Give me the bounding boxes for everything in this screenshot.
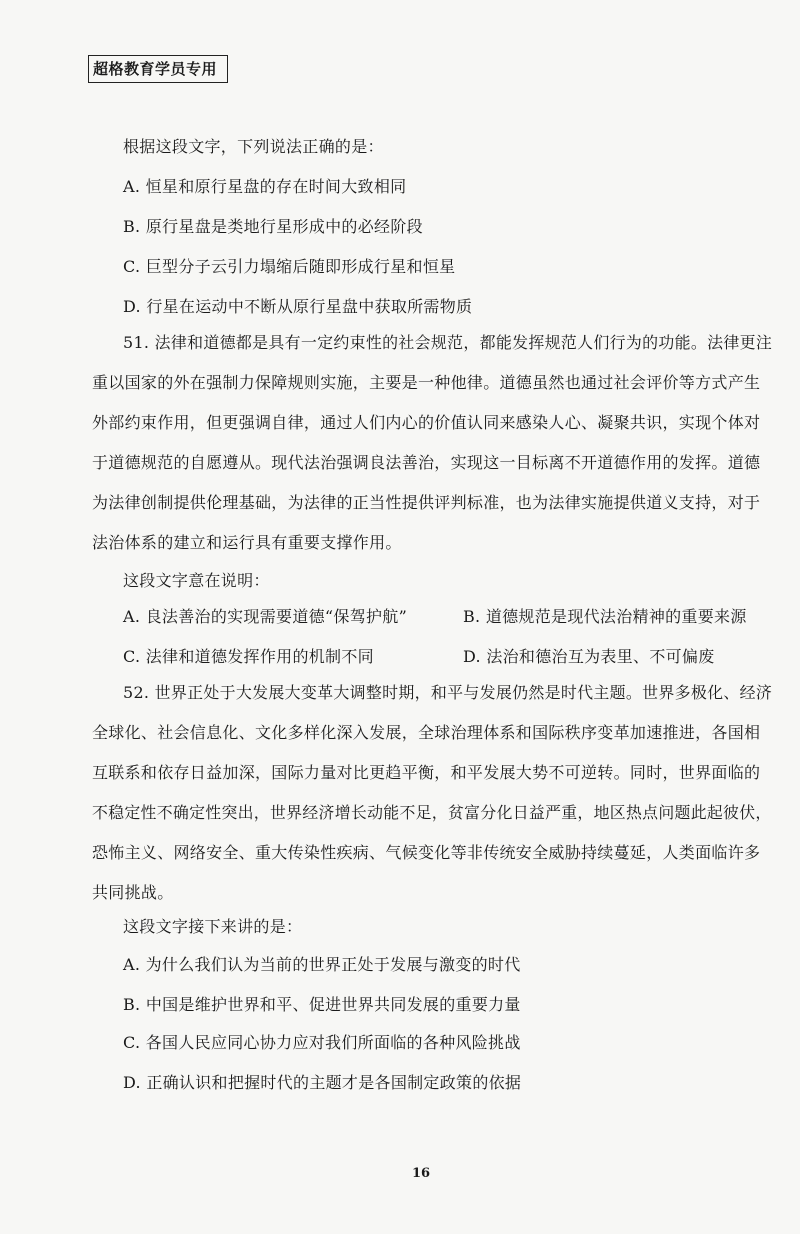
q51-prompt: 这段文字意在说明： (123, 571, 270, 590)
q52-text-line: 共同挑战。 (92, 883, 174, 902)
q50-option-d: D. 行星在运动中不断从原行星盘中获取所需物质 (123, 297, 473, 316)
q52-text-line: 互联系和依存日益加深，国际力量对比更趋平衡，和平发展大势不可逆转。同时，世界面临的 (92, 763, 761, 782)
q51-option-c: C. 法律和道德发挥作用的机制不同 (123, 647, 374, 666)
q52-text-line: 全球化、社会信息化、文化多样化深入发展，全球治理体系和国际秩序变革加速推进，各国相 (92, 723, 761, 742)
page-number: 16 (412, 1166, 431, 1181)
q51-text-line: 51. 法律和道德都是具有一定约束性的社会规范，都能发挥规范人们行为的功能。法律更注 (123, 333, 773, 352)
q52-text-line: 不稳定性不确定性突出，世界经济增长动能不足，贫富分化日益严重，地区热点问题此起彼伏， (92, 803, 772, 822)
q52-option-d: D. 正确认识和把握时代的主题才是各国制定政策的依据 (123, 1073, 522, 1092)
q52-option-a: A. 为什么我们认为当前的世界正处于发展与激变的时代 (123, 955, 521, 974)
q50-option-c: C. 巨型分子云引力塌缩后随即形成行星和恒星 (123, 257, 456, 276)
q50-option-a: A. 恒星和原行星盘的存在时间大致相同 (123, 177, 407, 196)
q51-option-a: A. 良法善治的实现需要道德“保驾护航” (123, 607, 408, 626)
q52-text-line: 恐怖主义、网络安全、重大传染性疾病、气候变化等非传统安全威胁持续蔓延，人类面临许多 (92, 843, 761, 862)
q52-prompt: 这段文字接下来讲的是： (123, 917, 303, 936)
q51-option-b: B. 道德规范是现代法治精神的重要来源 (463, 607, 747, 626)
q51-text-line: 重以国家的外在强制力保障规则实施，主要是一种他律。道德虽然也通过社会评价等方式产生 (92, 373, 761, 392)
q51-text-line: 法治体系的建立和运行具有重要支撑作用。 (92, 533, 402, 552)
q50-prompt: 根据这段文字，下列说法正确的是： (123, 137, 384, 156)
q50-option-b: B. 原行星盘是类地行星形成中的必经阶段 (123, 217, 423, 236)
q51-text-line: 于道德规范的自愿遵从。现代法治强调良法善治，实现这一目标离不开道德作用的发挥。道德 (92, 453, 761, 472)
q52-option-c: C. 各国人民应同心协力应对我们所面临的各种风险挑战 (123, 1033, 521, 1052)
q52-text-line: 52. 世界正处于大发展大变革大调整时期，和平与发展仍然是时代主题。世界多极化、经济 (123, 683, 773, 702)
q51-option-d: D. 法治和德治互为表里、不可偏废 (463, 647, 715, 666)
q51-text-line: 为法律创制提供伦理基础，为法律的正当性提供评判标准，也为法律实施提供道义支持，对于 (92, 493, 761, 512)
q51-text-line: 外部约束作用，但更强调自律，通过人们内心的价值认同来感染人心、凝聚共识，实现个体对 (92, 413, 761, 432)
q52-option-b: B. 中国是维护世界和平、促进世界共同发展的重要力量 (123, 995, 521, 1014)
header-label: 超格教育学员专用 (88, 55, 228, 83)
